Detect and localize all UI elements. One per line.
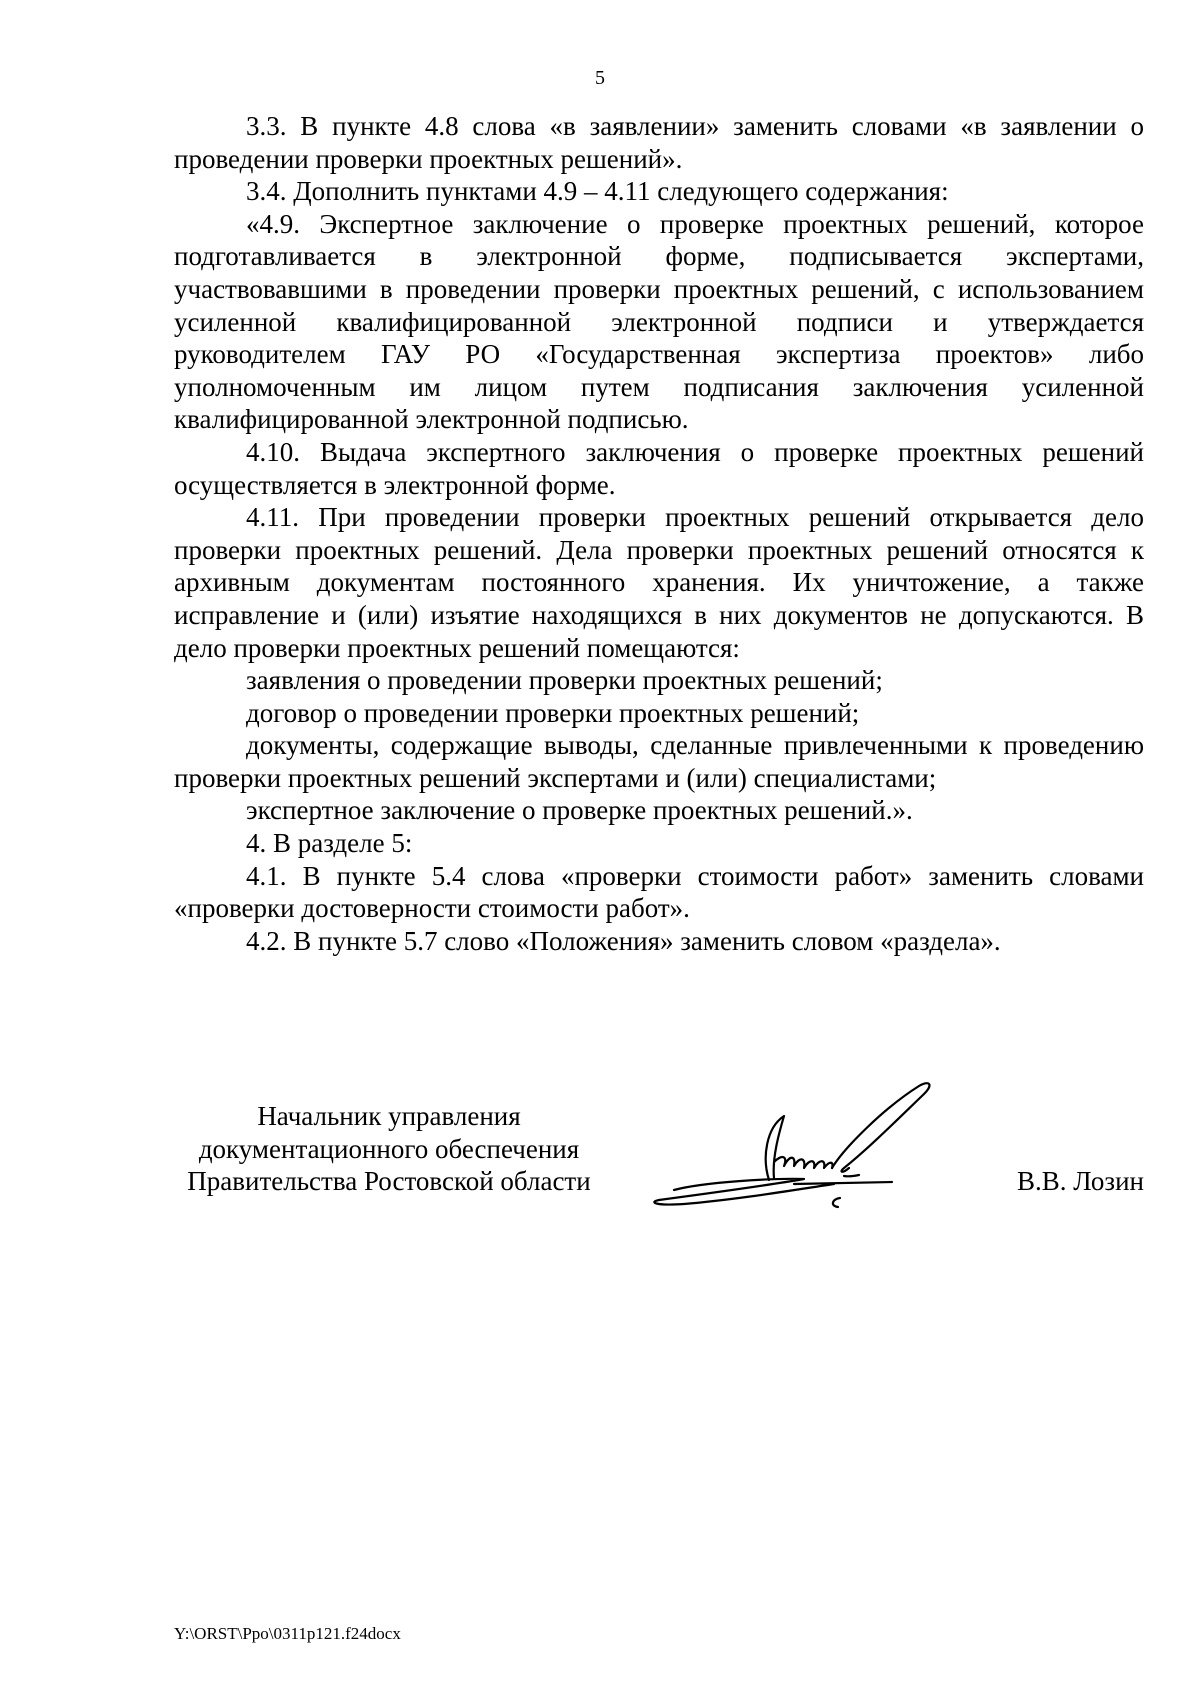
signer-title-line: документационного обеспечения <box>198 1133 580 1164</box>
list-item-contract: договор о проведении проверки проектных решений; <box>246 697 860 728</box>
paragraph-4-10: 4.10. Выдача экспертного заключения о проверке проектных решений осуществляется в электронной форме. <box>174 436 1144 500</box>
paragraph-4-2: 4.2. В пункте 5.7 слово «Положения» заменить словом «раздела». <box>246 925 1001 956</box>
list-item-applications: заявления о проведении проверки проектных решений; <box>246 665 883 696</box>
signer-title-line: Начальник управления <box>257 1101 521 1131</box>
document-body <box>174 110 1144 957</box>
list-item-expert-conclusion: экспертное заключение о проверке проектных решений.». <box>246 795 913 826</box>
paragraph-4-11: 4.11. При проведении проверки проектных решений открывается дело проверки проектных решений. Дела проверки проектных решений относятся к архивным документам постоянного хранения. Их уничтожение, а также исправление и (или) изъятие находящихся в них документов не допускаются. В дело проверки проектных решений помещаются: <box>174 502 1144 663</box>
footer-file-path: Y:\ORST\Ppo\0311p121.f24docx <box>174 1624 401 1643</box>
handwritten-signature <box>644 1078 964 1248</box>
signer-name: В.В. Лозин <box>1017 1166 1144 1196</box>
signer-title <box>174 1100 604 1198</box>
paragraph-3-3: 3.3. В пункте 4.8 слова «в заявлении» заменить словами «в заявлении о проведении проверки проектных решений». <box>174 111 1144 174</box>
paragraph-3-4: 3.4. Дополнить пунктами 4.9 – 4.11 следующего содержания: <box>246 176 949 207</box>
signature-block <box>174 1100 1144 1240</box>
paragraph-4-1: 4.1. В пункте 5.4 слова «проверки стоимости работ» заменить словами «проверки достоверности стоимости работ». <box>174 860 1144 924</box>
paragraph-4-9: «4.9. Экспертное заключение о проверке проектных решений, которое подготавливается в электронной форме, подписывается экспертами, участвовавшими в проведении проверки проектных решений, с использованием усиленной квалифицированной электронной подписи и утверждается руководителем ГАУ РО «Государственная экспертиза проектов» либо уполномоченным им лицом путем подписания заключения усиленной квалифицированной электронной подписью. <box>174 208 1144 435</box>
signer-title-line: Правительства Ростовской области <box>187 1166 591 1197</box>
page-number: 5 <box>595 67 605 89</box>
paragraph-section-4: 4. В разделе 5: <box>246 828 413 859</box>
list-item-documents: документы, содержащие выводы, сделанные привлеченными к проведению проверки проектных решений экспертами и (или) специалистами; <box>174 730 1144 793</box>
